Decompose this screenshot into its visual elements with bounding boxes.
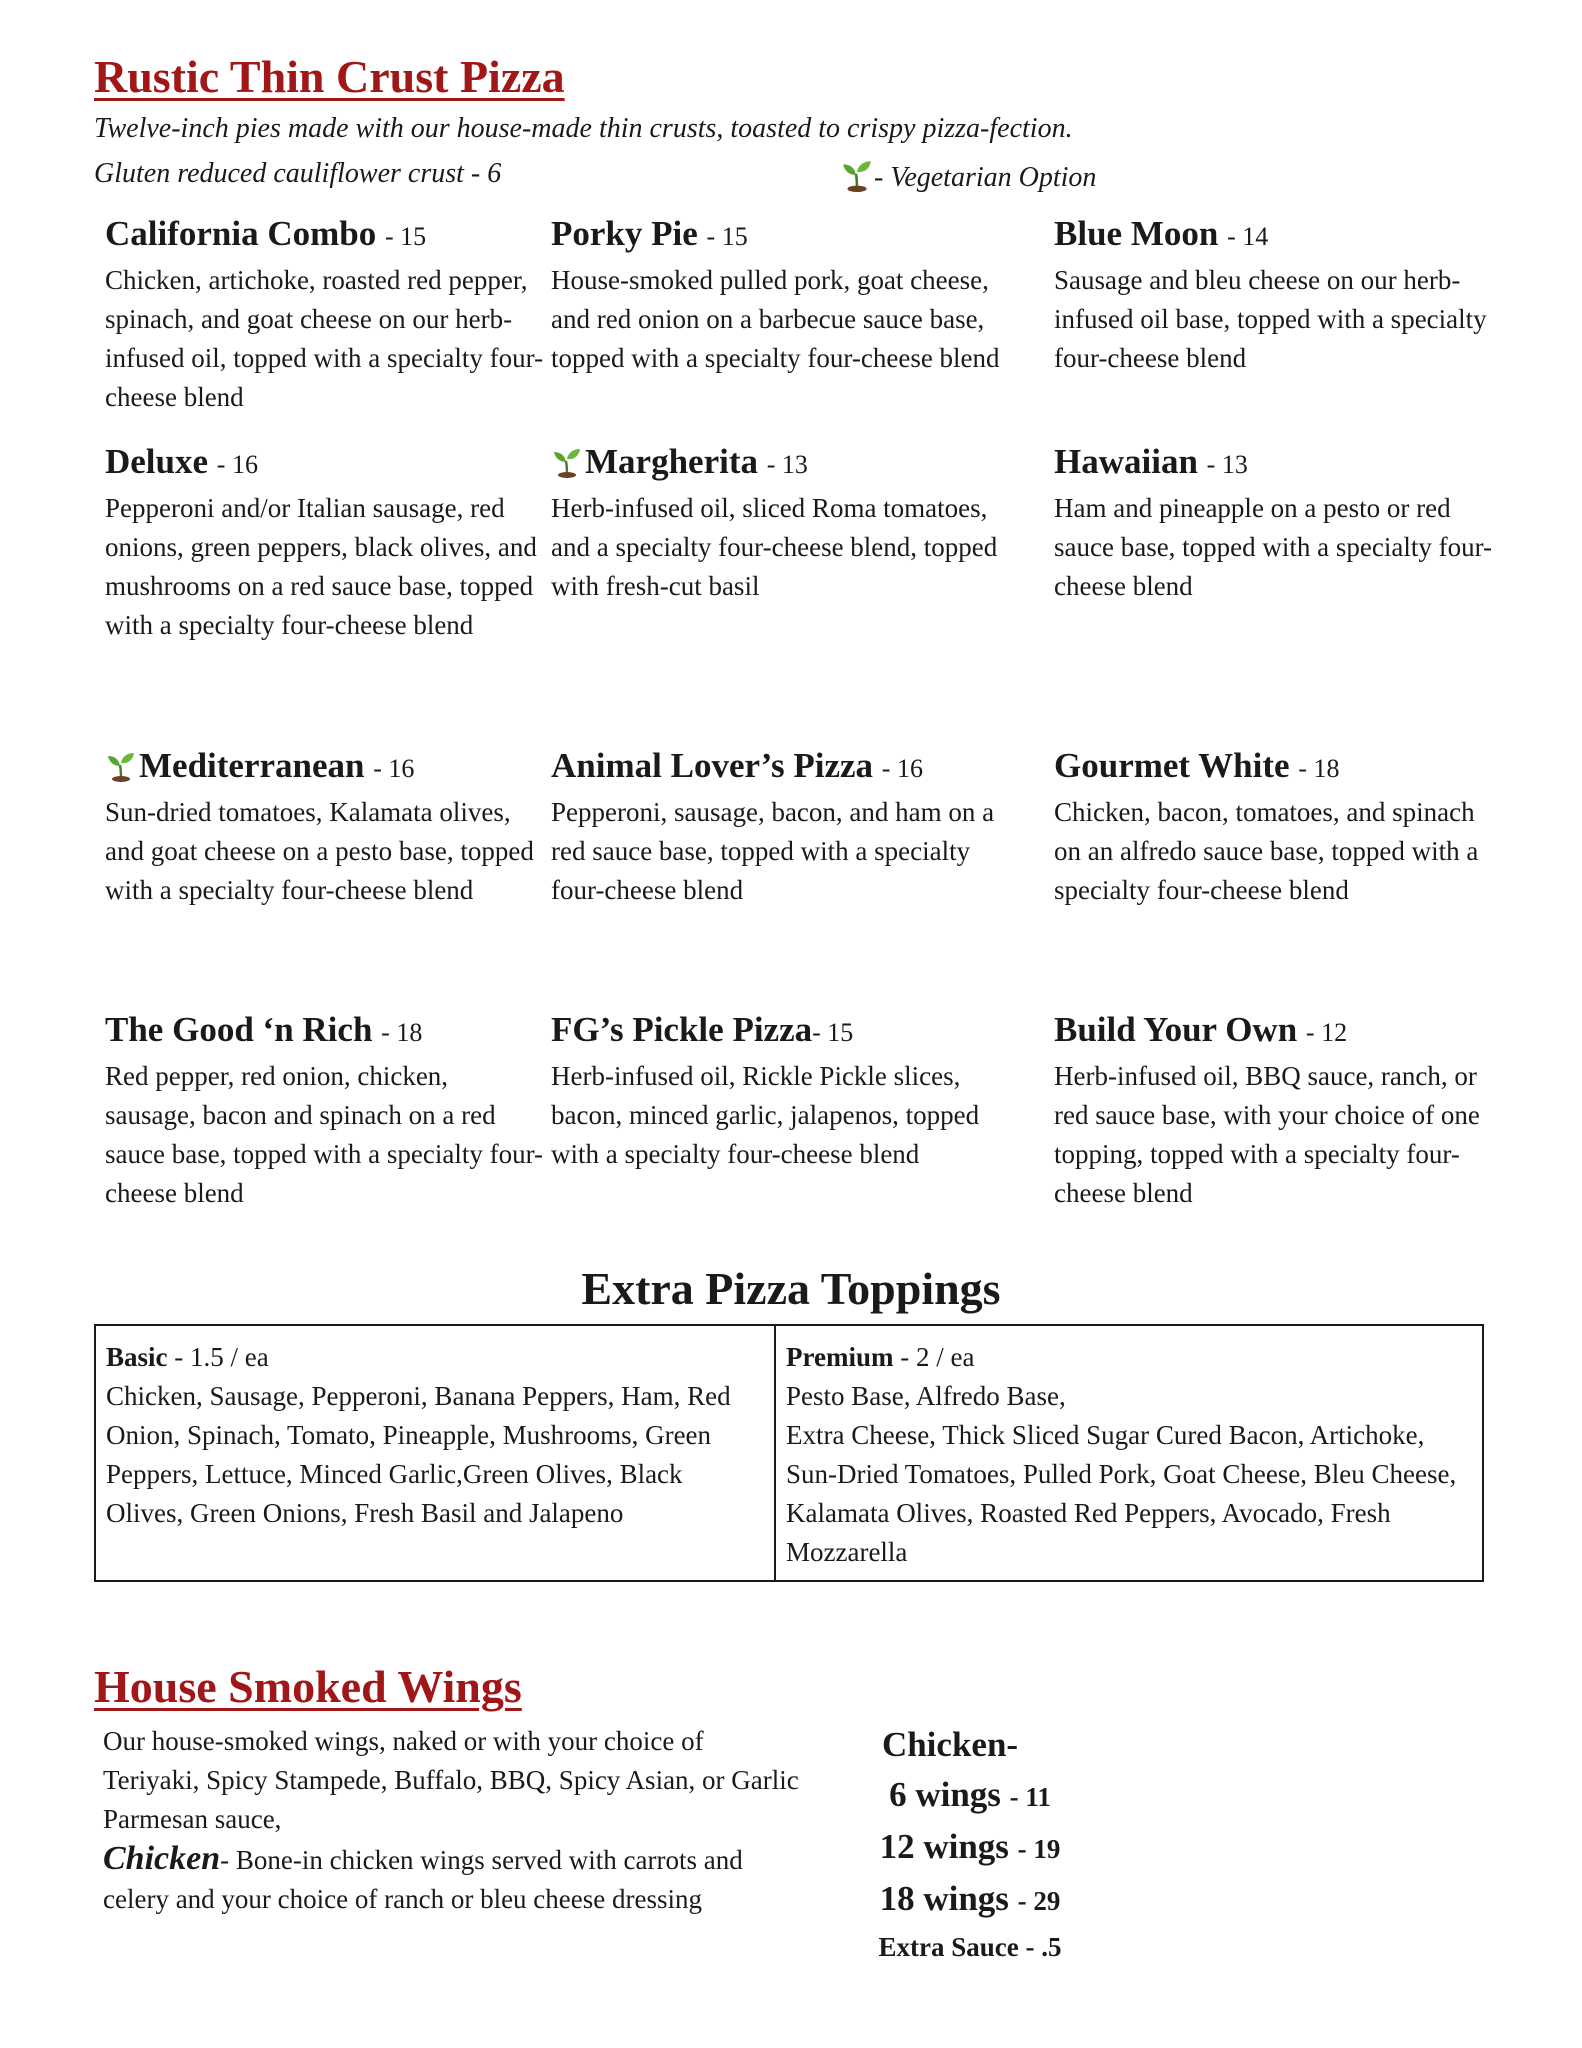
sprout-icon: [840, 158, 874, 192]
pizza-description: House-smoked pulled pork, goat cheese, and red onion on a barbecue sauce base, topped with a specialty four-cheese blend: [551, 265, 1000, 373]
wings-intro: Our house-smoked wings, naked or with your choice of Teriyaki, Spicy Stampede, Buffalo, BBQ, Spicy Asian, or Garlic Parmesan sauce,: [103, 1726, 799, 1834]
pizza-name: Blue Moon: [1054, 214, 1219, 253]
extra-sauce-price: Extra Sauce - .5: [878, 1932, 1062, 1962]
pizza-intro: Twelve-inch pies made with our house-made thin crusts, toasted to crispy pizza-fection.: [94, 113, 1073, 144]
pizza-name: Deluxe: [105, 442, 209, 481]
pizza-item: [1054, 744, 1494, 910]
premium-toppings-cell: [776, 1326, 1482, 1580]
pizza-item: [551, 440, 1021, 606]
pizza-price: - 12: [1305, 1018, 1348, 1047]
pizza-name: Porky Pie: [551, 214, 698, 253]
premium-toppings-line1: Pesto Base, Alfredo Base,: [786, 1381, 1066, 1411]
pizza-item: [1054, 212, 1494, 378]
pizza-description: Sausage and bleu cheese on our herb-infused oil base, topped with a specialty four-cheese blend: [1054, 265, 1487, 373]
wings-qty: 18 wings: [879, 1879, 1009, 1918]
pizza-item: [551, 212, 1021, 378]
wings-description: [103, 1722, 803, 1919]
pizza-price: - 16: [373, 754, 415, 783]
sprout-icon: [551, 446, 583, 478]
gluten-note: Gluten reduced cauliflower crust - 6: [94, 158, 502, 189]
wings-prices: [850, 1720, 1090, 1968]
wings-qty: 6 wings: [889, 1775, 1001, 1814]
premium-label: Premium: [786, 1342, 894, 1372]
pizza-description: Sun-dried tomatoes, Kalamata olives, and goat cheese on a pesto base, topped with a specialty four-cheese blend: [105, 797, 534, 905]
pizza-description: Herb-infused oil, BBQ sauce, ranch, or red sauce base, with your choice of one topping, topped with a specialty four-cheese blend: [1054, 1061, 1480, 1208]
pizza-name: Build Your Own: [1054, 1010, 1298, 1049]
pizza-item: [1054, 440, 1494, 606]
basic-toppings-list: Chicken, Sausage, Pepperoni, Banana Peppers, Ham, Red Onion, Spinach, Tomato, Pineapple, Mushrooms, Green Peppers, Lettuce, Minced Garlic,Green Olives, Black Olives, Green Onions, Fresh Basil and Jalapeno: [106, 1381, 731, 1528]
pizza-price: - 14: [1227, 222, 1269, 251]
chicken-description: - Bone-in chicken wings served with carrots and celery and your choice of ranch or bleu cheese dressing: [103, 1845, 743, 1914]
sprout-icon: [105, 750, 137, 782]
wings-qty: 12 wings: [879, 1827, 1009, 1866]
wings-prices-title: Chicken-: [881, 1725, 1019, 1764]
pizza-item: [105, 1008, 545, 1213]
pizza-price: - 16: [881, 754, 923, 783]
pizza-description: Pepperoni, sausage, bacon, and ham on a red sauce base, topped with a specialty four-cheese blend: [551, 797, 995, 905]
wings-price-row: [850, 1770, 1090, 1822]
pizza-name: California Combo: [105, 214, 377, 253]
pizza-description: Herb-infused oil, Rickle Pickle slices, bacon, minced garlic, jalapenos, topped with a specialty four-cheese blend: [551, 1061, 980, 1169]
toppings-table: [94, 1324, 1484, 1582]
wings-price-row: [850, 1822, 1090, 1874]
pizza-description: Ham and pineapple on a pesto or red sauce base, topped with a specialty four-cheese blend: [1054, 493, 1493, 601]
premium-price: - 2 / ea: [900, 1342, 975, 1372]
pizza-description: Chicken, bacon, tomatoes, and spinach on an alfredo sauce base, topped with a specialty four-cheese blend: [1054, 797, 1479, 905]
pizza-item: [105, 440, 545, 645]
basic-price: - 1.5 / ea: [174, 1342, 269, 1372]
pizza-name: The Good ‘n Rich: [105, 1010, 373, 1049]
basic-toppings-cell: [96, 1326, 776, 1580]
pizza-description: Pepperoni and/or Italian sausage, red onions, green peppers, black olives, and mushrooms on a red sauce base, topped with a specialty four-cheese blend: [105, 493, 537, 640]
wings-price: - 29: [1017, 1886, 1061, 1916]
basic-label: Basic: [106, 1342, 168, 1372]
pizza-name: Mediterranean: [139, 746, 365, 785]
pizza-name: Animal Lover’s Pizza: [551, 746, 874, 785]
pizza-price: - 15: [385, 222, 427, 251]
pizza-item: [551, 1008, 1021, 1174]
chicken-label: Chicken: [103, 1840, 221, 1877]
pizza-item: [551, 744, 1021, 910]
pizza-description: Herb-infused oil, sliced Roma tomatoes, and a specialty four-cheese blend, topped with fresh-cut basil: [551, 493, 998, 601]
vegetarian-legend-text: - Vegetarian Option: [874, 162, 1097, 193]
pizza-name: Margherita: [585, 442, 758, 481]
pizza-item: [105, 212, 545, 417]
wings-price: - 19: [1017, 1834, 1061, 1864]
premium-toppings-list: Extra Cheese, Thick Sliced Sugar Cured Bacon, Artichoke, Sun-Dried Tomatoes, Pulled Pork, Goat Cheese, Bleu Cheese, Kalamata Olives, Roasted Red Peppers, Avocado, Fresh Mozzarella: [786, 1420, 1457, 1567]
pizza-price: - 15: [706, 222, 748, 251]
pizza-name: Gourmet White: [1054, 746, 1290, 785]
pizza-description: Red pepper, red onion, chicken, sausage, bacon and spinach on a red sauce base, topped with a specialty four-cheese blend: [105, 1061, 544, 1208]
pizza-name: FG’s Pickle Pizza: [551, 1010, 813, 1049]
pizza-name: Hawaiian: [1054, 442, 1198, 481]
wings-price: - 11: [1009, 1782, 1051, 1812]
wings-section-title: House Smoked Wings: [94, 1661, 522, 1712]
pizza-item: [1054, 1008, 1494, 1213]
pizza-price: - 16: [216, 450, 258, 479]
pizza-section-title: Rustic Thin Crust Pizza: [94, 51, 565, 102]
wings-price-row: [850, 1874, 1090, 1926]
pizza-price: - 13: [1206, 450, 1248, 479]
pizza-item: [105, 744, 545, 910]
toppings-title: Extra Pizza Toppings: [581, 1263, 1001, 1314]
pizza-price: - 15: [812, 1018, 854, 1047]
pizza-description: Chicken, artichoke, roasted red pepper, spinach, and goat cheese on our herb-infused oil, topped with a specialty four-cheese blend: [105, 265, 544, 412]
pizza-price: - 18: [381, 1018, 423, 1047]
pizza-price: - 13: [766, 450, 808, 479]
vegetarian-legend: [840, 158, 1096, 194]
pizza-price: - 18: [1298, 754, 1340, 783]
